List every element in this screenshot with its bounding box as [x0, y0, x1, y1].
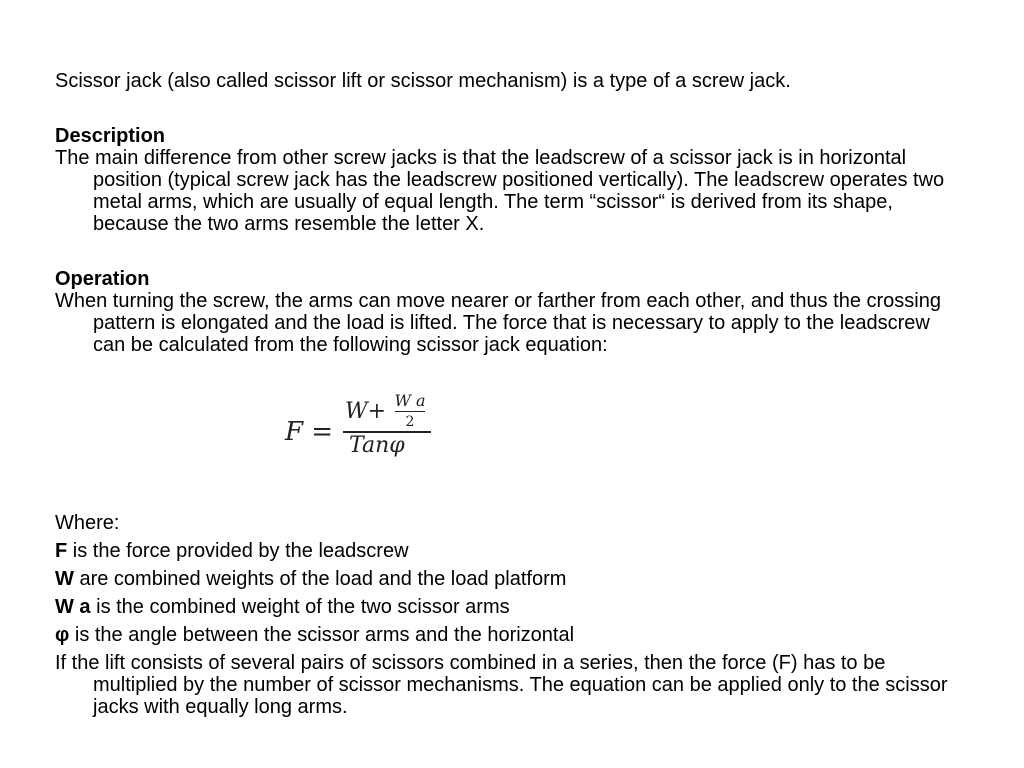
- operation-paragraph: When turning the screw, the arms can move nearer or farther from each other, and thus the crossing pattern is elongated and the load is lifted. The force that is necessary to apply to the leadscrew can be calculated from the following scissor jack equation:: [55, 290, 941, 356]
- where-label: Where:: [55, 512, 120, 534]
- final-paragraph: If the lift consists of several pairs of scissors combined in a series, then the force (F) has to be multiplied by the number of scissor mechanisms. The equation can be applied only to the scissor jacks with equally long arms.: [55, 652, 948, 718]
- where-item-text: is the force provided by the leadscrew: [67, 540, 409, 562]
- where-item-symbol: W a: [55, 596, 91, 618]
- where-item-force: [55, 540, 955, 562]
- where-item-symbol: W: [55, 568, 74, 590]
- where-section: [55, 512, 955, 718]
- operation-heading: Operation: [55, 268, 150, 290]
- equation-fraction: [343, 393, 431, 457]
- equation-denominator: Tanφ: [349, 433, 405, 458]
- equation-sub-fraction-bar: [395, 411, 425, 412]
- where-item-angle: [55, 624, 955, 646]
- equation-numerator: W+: [345, 399, 387, 424]
- equation-sub-fraction: [393, 393, 427, 430]
- where-item-text: is the combined weight of the two scissor arms: [90, 596, 510, 618]
- intro-paragraph: Scissor jack (also called scissor lift or scissor mechanism) is a type of a screw jack.: [55, 70, 791, 92]
- where-item-text: is the angle between the scissor arms and the horizontal: [69, 624, 575, 646]
- where-item-weight: [55, 568, 955, 590]
- where-item-symbol: φ: [55, 624, 70, 646]
- equation-sub-numerator: W a: [394, 391, 426, 410]
- equation-lhs: F =: [285, 417, 334, 447]
- where-item-symbol: F: [55, 540, 68, 562]
- description-paragraph: The main difference from other screw jacks is that the leadscrew of a scissor jack is in horizontal position (typical screw jack has the leadscrew positioned vertically). The leadscrew operates two metal arms, which are usually of equal length. The term “scissor“ is derived from its shape, because the two arms resemble the letter X.: [55, 147, 945, 235]
- where-item-text: are combined weights of the load and the load platform: [73, 568, 567, 590]
- slide-content: [55, 70, 955, 718]
- description-heading: Description: [55, 125, 166, 147]
- scissor-jack-equation: [285, 385, 435, 465]
- equation-sub-denominator: 2: [405, 414, 415, 430]
- where-item-arms-weight: [55, 596, 955, 618]
